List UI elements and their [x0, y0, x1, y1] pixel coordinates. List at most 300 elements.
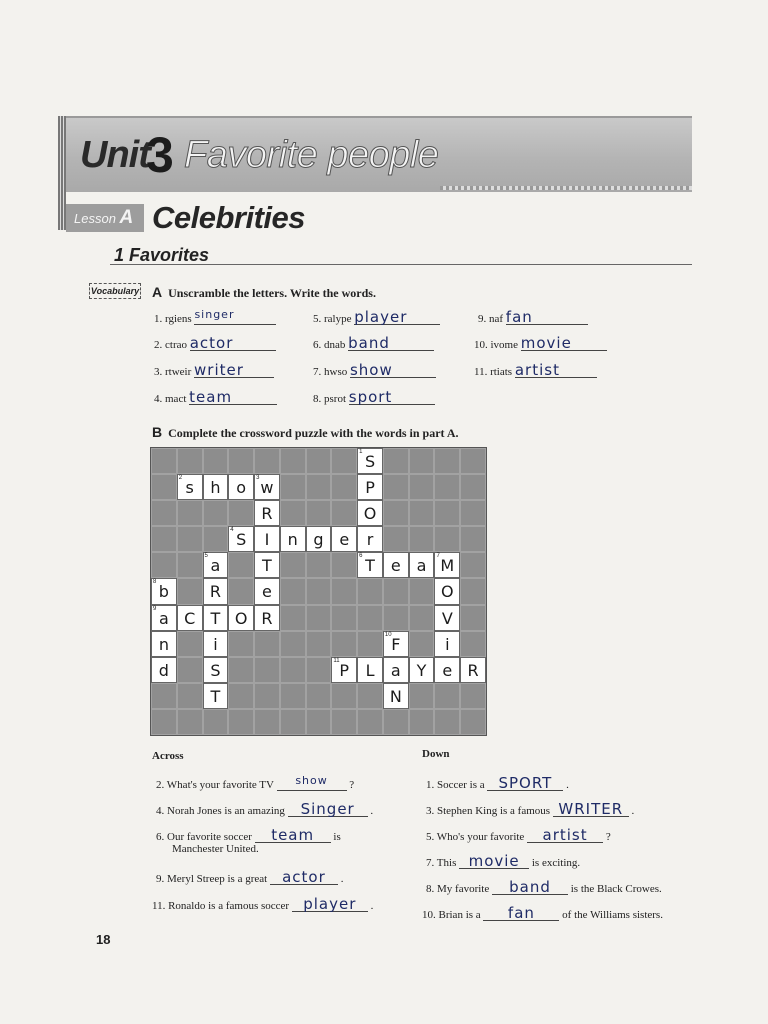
unscramble-item [313, 334, 434, 351]
clue-number: 10 [384, 631, 392, 638]
blocked-cell [383, 474, 409, 500]
blocked-cell [177, 552, 203, 578]
down-clue [426, 878, 662, 895]
answer-blank[interactable] [189, 388, 277, 405]
handwritten-answer: player [303, 895, 357, 913]
blocked-cell [228, 683, 254, 709]
clue-blank[interactable] [277, 774, 347, 791]
lesson-label [66, 204, 144, 232]
clue-text-end: . [340, 873, 344, 885]
clue-blank[interactable] [553, 800, 629, 817]
clue-number: 11 [333, 657, 340, 664]
down-clue [426, 826, 611, 843]
across-clue [152, 895, 373, 912]
clue-text: 5. Who's your favorite [426, 831, 525, 843]
crossword-cell[interactable] [203, 578, 229, 604]
handwritten-answer: Singer [300, 800, 355, 818]
crossword-cell[interactable] [383, 683, 409, 709]
clue-text-end: is [333, 831, 341, 843]
blocked-cell [280, 578, 306, 604]
handwritten-letter: S [364, 452, 376, 471]
handwritten-letter: O [441, 582, 454, 602]
blocked-cell [203, 709, 229, 735]
clue-number: 1 [359, 449, 363, 455]
crossword-cell[interactable] [409, 657, 435, 683]
handwritten-answer: singer [194, 308, 235, 321]
handwritten-letter: w [260, 478, 274, 498]
across-clue [156, 774, 354, 791]
handwritten-answer: fan [505, 308, 533, 326]
clue-text-end: is exciting. [531, 857, 581, 869]
handwritten-letter: b [158, 582, 169, 602]
blocked-cell [306, 605, 332, 631]
blocked-cell [383, 500, 409, 526]
handwritten-letter: e [442, 660, 453, 680]
unscramble-item [154, 361, 274, 378]
clue-blank[interactable] [527, 826, 603, 843]
banner-stripes [440, 186, 692, 190]
handwritten-letter: e [339, 530, 350, 550]
blocked-cell [280, 631, 306, 657]
crossword-cell[interactable] [331, 526, 357, 552]
handwritten-letter: R [467, 660, 479, 680]
item-prompt: 1. rgiens [154, 313, 192, 325]
blocked-cell [254, 657, 280, 683]
blocked-cell [434, 526, 460, 552]
blocked-cell [306, 578, 332, 604]
unscramble-item [313, 308, 440, 325]
blocked-cell [306, 474, 332, 500]
handwritten-answer: show [295, 774, 328, 787]
handwritten-letter: g [313, 530, 324, 550]
blocked-cell [177, 657, 203, 683]
crossword-cell[interactable] [151, 605, 177, 631]
handwritten-letter: e [262, 582, 272, 602]
handwritten-letter: S [210, 660, 221, 680]
blocked-cell [460, 683, 486, 709]
across-clue [156, 868, 343, 885]
blocked-cell [280, 605, 306, 631]
blocked-cell [409, 474, 435, 500]
handwritten-letter: R [261, 504, 273, 524]
item-prompt: 7. hwso [313, 366, 348, 378]
crossword-cell[interactable] [357, 552, 383, 578]
blocked-cell [331, 474, 357, 500]
clue-blank[interactable] [270, 868, 338, 885]
clue-text-end: of the Williams sisters. [562, 909, 663, 921]
clue-number: 4 [230, 527, 234, 534]
handwritten-letter: r [366, 530, 374, 550]
clue-text: 1. Soccer is a [426, 779, 485, 791]
handwritten-letter: e [390, 556, 401, 576]
down-clue [426, 774, 569, 791]
clue-text-end: . [370, 805, 374, 817]
clue-text: 8. My favorite [426, 883, 490, 895]
blocked-cell [306, 552, 332, 578]
blocked-cell [409, 709, 435, 735]
handwritten-letter: T [210, 686, 221, 706]
blocked-cell [228, 657, 254, 683]
crossword-cell[interactable] [357, 448, 383, 474]
clue-text: 10. Brian is a [422, 909, 481, 921]
handwritten-letter: h [210, 478, 221, 498]
handwritten-letter: P [365, 478, 375, 498]
answer-blank[interactable] [354, 308, 440, 325]
crossword-cell[interactable] [434, 552, 460, 578]
blocked-cell [460, 709, 486, 735]
blocked-cell [177, 631, 203, 657]
blocked-cell [151, 552, 177, 578]
answer-blank[interactable] [348, 334, 434, 351]
blocked-cell [228, 552, 254, 578]
crossword-cell[interactable] [254, 605, 280, 631]
crossword-cell[interactable] [434, 631, 460, 657]
unscramble-item [478, 308, 588, 325]
clue-text: 11. Ronaldo is a famous soccer [152, 900, 290, 912]
clue-text: 2. What's your favorite TV [156, 779, 274, 791]
blocked-cell [460, 578, 486, 604]
handwritten-letter: F [391, 634, 401, 654]
crossword-cell[interactable] [203, 683, 229, 709]
crossword-cell[interactable] [151, 657, 177, 683]
clue-text: 6. Our favorite soccer [156, 831, 252, 843]
blocked-cell [306, 657, 332, 683]
unit-number: 3 [146, 127, 174, 183]
crossword-cell[interactable] [357, 500, 383, 526]
down-clue [422, 904, 663, 921]
crossword-cell[interactable] [203, 631, 229, 657]
handwritten-letter: V [441, 608, 453, 628]
answer-blank[interactable] [515, 361, 597, 378]
handwritten-answer: movie [468, 852, 520, 870]
across-clue [156, 800, 373, 817]
blocked-cell [306, 500, 332, 526]
unit-left-bars [58, 116, 66, 230]
clue-blank[interactable] [292, 895, 368, 912]
lesson-letter: A [119, 207, 134, 228]
crossword-cell[interactable] [254, 474, 280, 500]
handwritten-answer: sport [348, 388, 393, 406]
blocked-cell [254, 448, 280, 474]
crossword-grid [150, 447, 487, 736]
down-clue [426, 800, 634, 817]
handwritten-letter: L [365, 660, 375, 680]
crossword-cell[interactable] [203, 657, 229, 683]
section-rule [110, 264, 692, 265]
handwritten-answer: band [509, 878, 551, 896]
handwritten-letter: Y [416, 660, 427, 680]
blocked-cell [460, 552, 486, 578]
down-heading: Down [422, 748, 450, 760]
lesson-word: Lesson [74, 211, 116, 226]
clue-blank[interactable] [288, 800, 368, 817]
blocked-cell [151, 526, 177, 552]
blocked-cell [177, 709, 203, 735]
clue-number: 3 [256, 475, 260, 482]
handwritten-answer: fan [507, 904, 535, 922]
handwritten-letter: M [440, 556, 455, 576]
blocked-cell [254, 683, 280, 709]
blocked-cell [460, 526, 486, 552]
blocked-cell [434, 474, 460, 500]
handwritten-letter: P [339, 660, 350, 680]
blocked-cell [383, 709, 409, 735]
blocked-cell [331, 578, 357, 604]
blocked-cell [331, 500, 357, 526]
down-clue [426, 852, 580, 869]
part-b-letter: B [152, 424, 163, 440]
crossword-cell[interactable] [409, 552, 435, 578]
handwritten-letter: C [184, 608, 196, 628]
handwritten-answer: WRITER [558, 800, 624, 818]
across-clue-continuation: Manchester United. [172, 843, 259, 855]
clue-blank[interactable] [483, 904, 559, 921]
clue-text: 9. Meryl Streep is a great [156, 873, 268, 885]
blocked-cell [460, 448, 486, 474]
blocked-cell [203, 448, 229, 474]
blocked-cell [228, 448, 254, 474]
clue-number: 5 [204, 553, 208, 560]
blocked-cell [357, 683, 383, 709]
blocked-cell [254, 709, 280, 735]
crossword-cell[interactable] [383, 631, 409, 657]
part-b-instruction [152, 424, 459, 441]
blocked-cell [254, 631, 280, 657]
crossword-cell[interactable] [151, 631, 177, 657]
blocked-cell [177, 448, 203, 474]
handwritten-letter: T [210, 608, 221, 628]
blocked-cell [383, 448, 409, 474]
blocked-cell [203, 526, 229, 552]
crossword-cell[interactable] [434, 605, 460, 631]
unscramble-item [474, 361, 597, 378]
crossword-cell[interactable] [177, 474, 203, 500]
clue-text-end: . [370, 900, 374, 912]
crossword-cell[interactable] [357, 526, 383, 552]
crossword-cell[interactable] [280, 526, 306, 552]
blocked-cell [409, 526, 435, 552]
clue-blank[interactable] [492, 878, 568, 895]
clue-number: 6 [359, 553, 363, 560]
handwritten-letter: d [158, 660, 169, 680]
handwritten-answer: artist [542, 826, 588, 844]
answer-blank[interactable] [350, 361, 436, 378]
handwritten-answer: SPORT [498, 774, 553, 792]
crossword-cell[interactable] [228, 526, 254, 552]
handwritten-letter: T [365, 556, 375, 576]
blocked-cell [280, 500, 306, 526]
part-a-text: Unscramble the letters. Write the words. [168, 286, 376, 300]
unscramble-item [313, 361, 436, 378]
crossword-cell[interactable] [254, 552, 280, 578]
crossword-cell[interactable] [254, 500, 280, 526]
handwritten-letter: s [185, 478, 194, 498]
part-a-instruction [152, 284, 376, 301]
handwritten-letter: S [236, 530, 247, 550]
blocked-cell [409, 605, 435, 631]
crossword-cell[interactable] [228, 605, 254, 631]
handwritten-letter: R [209, 582, 221, 602]
blocked-cell [331, 683, 357, 709]
blocked-cell [280, 683, 306, 709]
handwritten-answer: team [189, 388, 233, 406]
crossword-cell[interactable] [228, 474, 254, 500]
handwritten-letter: a [158, 608, 169, 628]
item-prompt: 10. ivome [474, 339, 518, 351]
handwritten-letter: i [213, 634, 218, 654]
blocked-cell [434, 683, 460, 709]
blocked-cell [151, 474, 177, 500]
blocked-cell [280, 474, 306, 500]
blocked-cell [331, 709, 357, 735]
unit-title: Favorite people [184, 134, 439, 176]
blocked-cell [460, 474, 486, 500]
handwritten-letter: a [210, 556, 221, 576]
item-prompt: 2. ctrao [154, 339, 187, 351]
crossword-cell[interactable] [203, 605, 229, 631]
crossword-cell[interactable] [331, 657, 357, 683]
answer-blank[interactable] [521, 334, 607, 351]
answer-blank[interactable] [194, 308, 276, 325]
unscramble-item [474, 334, 607, 351]
blocked-cell [434, 448, 460, 474]
answer-blank[interactable] [190, 334, 276, 351]
crossword-cell[interactable] [203, 474, 229, 500]
crossword-cell[interactable] [306, 526, 332, 552]
crossword-cell[interactable] [434, 578, 460, 604]
handwritten-letter: a [390, 660, 401, 680]
handwritten-answer: team [271, 826, 315, 844]
handwritten-letter: n [158, 634, 169, 654]
blocked-cell [331, 552, 357, 578]
blocked-cell [280, 709, 306, 735]
crossword-cell[interactable] [434, 657, 460, 683]
item-prompt: 5. ralype [313, 313, 352, 325]
clue-text-end: ? [349, 779, 355, 791]
blocked-cell [357, 578, 383, 604]
blocked-cell [151, 500, 177, 526]
blocked-cell [151, 683, 177, 709]
blocked-cell [151, 709, 177, 735]
handwritten-letter: O [234, 608, 248, 628]
crossword-cell[interactable] [357, 474, 383, 500]
clue-text-end: ? [605, 831, 611, 843]
blocked-cell [434, 500, 460, 526]
blocked-cell [177, 578, 203, 604]
answer-blank[interactable] [194, 361, 274, 378]
crossword-cell[interactable] [177, 605, 203, 631]
blocked-cell [228, 578, 254, 604]
blocked-cell [409, 631, 435, 657]
handwritten-letter: O [363, 504, 377, 524]
blocked-cell [177, 683, 203, 709]
crossword-cell[interactable] [383, 657, 409, 683]
crossword-cell[interactable] [357, 657, 383, 683]
across-clue [156, 826, 341, 843]
crossword-cell[interactable] [254, 526, 280, 552]
handwritten-answer: band [348, 334, 390, 352]
handwritten-answer: actor [282, 868, 326, 886]
blocked-cell [331, 448, 357, 474]
blocked-cell [409, 448, 435, 474]
blocked-cell [383, 526, 409, 552]
blocked-cell [280, 448, 306, 474]
crossword-cell[interactable] [254, 578, 280, 604]
blocked-cell [228, 500, 254, 526]
clue-blank[interactable] [255, 826, 331, 843]
vocabulary-tag: Vocabulary [89, 283, 141, 299]
page-number: 18 [96, 932, 111, 947]
unscramble-item [154, 388, 277, 405]
clue-blank[interactable] [459, 852, 529, 869]
crossword-cell[interactable] [151, 578, 177, 604]
blocked-cell [177, 526, 203, 552]
blocked-cell [228, 631, 254, 657]
blocked-cell [306, 631, 332, 657]
clue-text-end: . [566, 779, 569, 791]
blocked-cell [203, 500, 229, 526]
handwritten-answer: show [349, 361, 393, 379]
handwritten-letter: o [236, 478, 247, 498]
blocked-cell [306, 683, 332, 709]
handwritten-letter: N [389, 686, 402, 706]
item-prompt: 8. psrot [313, 393, 346, 405]
blocked-cell [460, 500, 486, 526]
blocked-cell [306, 448, 332, 474]
answer-blank[interactable] [349, 388, 435, 405]
clue-text-end: is the Black Crowes. [570, 883, 662, 895]
blocked-cell [151, 448, 177, 474]
handwritten-answer: actor [189, 334, 234, 352]
clue-number: 9 [153, 605, 157, 612]
clue-blank[interactable] [487, 774, 563, 791]
part-b-text: Complete the crossword puzzle with the words in part A. [168, 426, 459, 440]
part-a-letter: A [152, 284, 163, 300]
blocked-cell [280, 657, 306, 683]
blocked-cell [177, 500, 203, 526]
unit-word: Unit [80, 134, 150, 176]
item-prompt: 3. rtweir [154, 366, 192, 378]
blocked-cell [409, 500, 435, 526]
blocked-cell [228, 709, 254, 735]
item-prompt: 4. mact [154, 393, 187, 405]
crossword-cell[interactable] [460, 657, 486, 683]
blocked-cell [306, 709, 332, 735]
blocked-cell [383, 578, 409, 604]
clue-number: 2 [178, 475, 183, 482]
crossword-cell[interactable] [383, 552, 409, 578]
handwritten-letter: a [416, 556, 427, 576]
clue-text: 7. This [426, 857, 457, 869]
blocked-cell [331, 631, 357, 657]
lesson-title: Celebrities [152, 200, 306, 235]
blocked-cell [357, 709, 383, 735]
handwritten-letter: R [261, 608, 273, 628]
blocked-cell [460, 605, 486, 631]
item-prompt: 11. rtiats [474, 366, 513, 378]
section-title: 1 Favorites [114, 245, 210, 265]
handwritten-answer: player [354, 308, 408, 326]
handwritten-letter: T [262, 556, 272, 576]
crossword-cell[interactable] [203, 552, 229, 578]
item-prompt: 9. naf [478, 313, 504, 325]
blocked-cell [409, 578, 435, 604]
unscramble-item [154, 308, 276, 325]
blocked-cell [357, 631, 383, 657]
answer-blank[interactable] [506, 308, 588, 325]
clue-text-end: . [631, 805, 635, 817]
unscramble-item [313, 388, 435, 405]
